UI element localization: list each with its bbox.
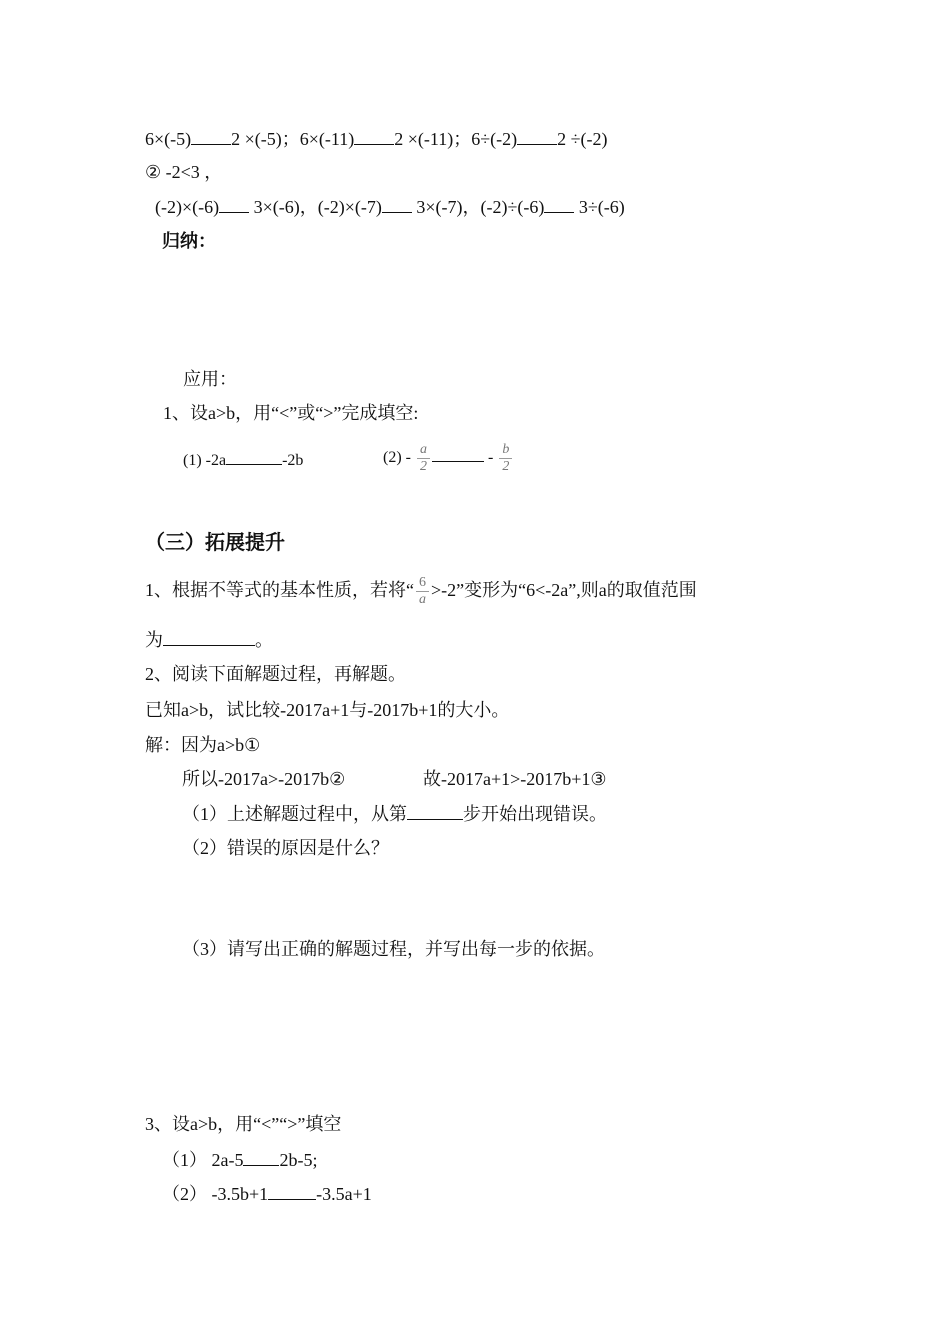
blank-2[interactable] bbox=[354, 126, 394, 145]
q1-text-a: 1、根据不等式的基本性质，若将“ bbox=[145, 580, 414, 600]
expr-2d-2: 2 ÷(-2) bbox=[557, 129, 608, 149]
apply-blank-2[interactable] bbox=[432, 441, 484, 462]
sub-question-2: （2）错误的原因是什么？ bbox=[182, 838, 389, 858]
blank-5[interactable] bbox=[382, 194, 412, 213]
apply-item-2-minus: - bbox=[487, 449, 494, 466]
fraction-6-over-a: $\frac{6}{a}$ bbox=[416, 575, 429, 608]
q1-line2-suffix: 。 bbox=[255, 630, 273, 650]
apply-question-1: 1、设a>b，用“<”或“>”完成填空: bbox=[163, 403, 419, 423]
apply-blank-1[interactable] bbox=[226, 446, 282, 465]
apply-label: 应用： bbox=[183, 369, 237, 389]
blank-3[interactable] bbox=[517, 126, 557, 145]
blank-4[interactable] bbox=[219, 194, 249, 213]
solution-step-3: 故-2017a+1>-2017b+1③ bbox=[423, 769, 607, 789]
expr-2x-5: 2 ×(-5)；6×(-11) bbox=[231, 129, 355, 149]
q3-blank-2[interactable] bbox=[268, 1181, 316, 1200]
q3-item2-right: -3.5a+1 bbox=[316, 1184, 372, 1204]
sub-question-1 bbox=[182, 801, 607, 826]
q3-blank-1[interactable] bbox=[243, 1147, 279, 1166]
section-heading: （三）拓展提升 bbox=[145, 530, 285, 554]
apply-item-1-prefix: (1) -2a bbox=[183, 452, 227, 469]
range-answer-blank[interactable] bbox=[163, 627, 255, 646]
expr-3x-6: 3×(-6)，(-2)×(-7) bbox=[249, 197, 382, 217]
blank-1[interactable] bbox=[191, 126, 231, 145]
extension-question-3-title: 3、设a>b，用“<”“>”填空 bbox=[145, 1114, 342, 1134]
comparison-line-1 bbox=[145, 126, 607, 151]
q1-line2-prefix: 为 bbox=[145, 630, 163, 650]
apply-item-1 bbox=[183, 446, 303, 473]
q3-item-2 bbox=[162, 1181, 372, 1206]
fraction-b-over-2: $\frac{b}{2}$ bbox=[499, 442, 512, 475]
apply-item-2-prefix: (2) - bbox=[383, 449, 411, 466]
expr-6x-5: 6×(-5) bbox=[145, 129, 192, 149]
expr-3x-7: 3×(-7)，(-2)÷(-6) bbox=[411, 197, 545, 217]
fraction-a-over-2: $\frac{a}{2}$ bbox=[417, 442, 430, 475]
sub1-prefix: （1）上述解题过程中，从第 bbox=[182, 804, 407, 824]
sub1-suffix: 步开始出现错误。 bbox=[463, 804, 607, 824]
step-number-blank[interactable] bbox=[407, 801, 463, 820]
q3-item1-right: 2b-5; bbox=[279, 1150, 318, 1170]
comparison-line-2: ② -2<3 ， bbox=[145, 162, 223, 182]
blank-6[interactable] bbox=[544, 194, 574, 213]
extension-question-2-given: 已知a>b，试比较-2017a+1与-2017b+1的大小。 bbox=[145, 700, 510, 720]
q3-item1-left: （1） 2a-5 bbox=[162, 1150, 244, 1170]
solution-step-2: 所以-2017a>-2017b② bbox=[182, 769, 346, 789]
expr-3d-6: 3÷(-6) bbox=[574, 197, 625, 217]
expr-neg2x-6: (-2)×(-6) bbox=[155, 197, 220, 217]
solution-step-1: 解：因为a>b① bbox=[145, 735, 261, 755]
extension-question-1 bbox=[145, 570, 697, 610]
comparison-line-3 bbox=[155, 194, 625, 219]
q1-text-b: >-2”变形为“6<-2a”,则a的取值范围 bbox=[431, 580, 697, 600]
apply-item-2 bbox=[383, 438, 514, 478]
summary-label: 归纳： bbox=[162, 231, 216, 252]
extension-question-2-title: 2、阅读下面解题过程，再解题。 bbox=[145, 664, 406, 684]
sub-question-3: （3）请写出正确的解题过程，并写出每一步的依据。 bbox=[182, 939, 605, 959]
apply-item-1-suffix: -2b bbox=[282, 452, 304, 469]
q3-item-1 bbox=[162, 1147, 317, 1172]
extension-question-1-line-2 bbox=[145, 627, 273, 652]
q3-item2-left: （2） -3.5b+1 bbox=[162, 1184, 269, 1204]
expr-2x-11: 2 ×(-11)；6÷(-2) bbox=[394, 129, 518, 149]
